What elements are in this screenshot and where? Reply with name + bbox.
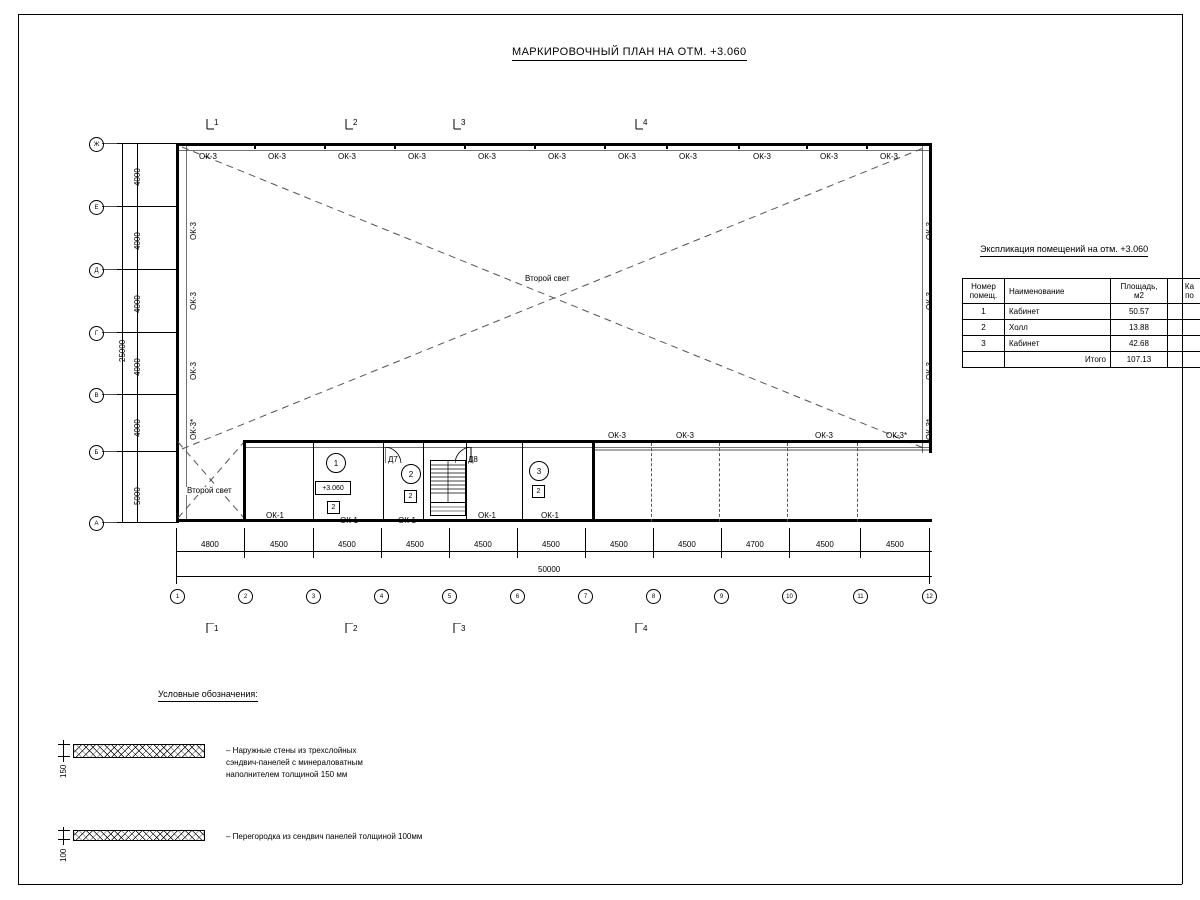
axis-bubble-7: 7 — [578, 589, 593, 604]
partition-1 — [313, 443, 314, 519]
dim-chain-horizontal — [176, 551, 932, 552]
partition-5 — [522, 443, 523, 519]
legend-swatch-wall-150 — [73, 744, 205, 758]
cell-empty — [963, 352, 1005, 368]
legend-swatch-partition-100 — [73, 830, 205, 841]
wall-strip-top-inner — [246, 447, 592, 448]
cut-label-bottom-4: 4 — [643, 624, 648, 633]
sheet-border-right — [1182, 14, 1183, 884]
window-tick-top-7 — [666, 143, 668, 149]
wall-strip-right — [592, 440, 595, 522]
cut-label-bottom-2: 2 — [353, 624, 358, 633]
legend-text-150-line1: – Наружные стены из трехслойных — [226, 746, 357, 755]
dim-horizontal-8: 4500 — [678, 540, 696, 549]
axis-bubble-a: А — [89, 516, 104, 531]
legend-text-150-line2: сэндвич-панелей с минераловатным — [226, 758, 363, 767]
dim-horizontal-11: 4500 — [886, 540, 904, 549]
cell-category — [1167, 320, 1200, 336]
axis-line-b — [102, 451, 177, 452]
window-label-top-2: ОК-3 — [338, 152, 356, 161]
grid-dash-9 — [719, 443, 720, 522]
room-number-2: 2 — [401, 464, 421, 484]
axis-bubble-e: Е — [89, 200, 104, 215]
window-label-top-5: ОК-3 — [548, 152, 566, 161]
window-label-mid-4: ОК-3* — [886, 431, 908, 440]
page-title: МАРКИРОВОЧНЫЙ ПЛАН НА ОТМ. +3.060 — [512, 47, 747, 61]
room-badge-1: 2 — [327, 501, 340, 514]
door-label-d8: Д8 — [468, 455, 478, 464]
window-label-bottom-1: ОК-1 — [266, 511, 284, 520]
header-category-line2: по — [1185, 291, 1194, 300]
dim-horizontal-3: 4500 — [338, 540, 356, 549]
room-number-3: 3 — [529, 461, 549, 481]
window-label-top-10: ОК-3 — [880, 152, 898, 161]
window-tick-top-2 — [324, 143, 326, 149]
dim-horizontal-9: 4700 — [746, 540, 764, 549]
axis-bubble-v: В — [89, 388, 104, 403]
cell-name: Кабинет — [1004, 304, 1110, 320]
cell-name: Холл — [1004, 320, 1110, 336]
header-area-line2: м2 — [1133, 291, 1144, 300]
axis-line-a — [102, 522, 177, 523]
level-mark-box — [315, 481, 351, 495]
stair-lower-landing — [430, 502, 466, 516]
dim-htick-4 — [381, 528, 382, 558]
wall-mid-right — [595, 440, 932, 443]
dim-htick-8 — [653, 528, 654, 558]
wall-mid-right-inner — [595, 447, 929, 448]
axis-line-g — [102, 332, 177, 333]
window-tick-top-5 — [534, 143, 536, 149]
dim-htick-7 — [585, 528, 586, 558]
dim-vertical-5: 4000 — [133, 419, 142, 437]
legend-text-100-line1: – Перегородка из сендвич панелей толщиной 100мм — [226, 832, 423, 841]
window-label-mid-2: ОК-3 — [676, 431, 694, 440]
window-label-mid-1: ОК-3 — [608, 431, 626, 440]
cut-label-top-4: 4 — [643, 118, 648, 127]
room-number-1: 1 — [326, 453, 346, 473]
dim-chain-horizontal-total — [176, 576, 932, 577]
dim-htick-1 — [176, 528, 177, 584]
window-tick-top-1 — [254, 143, 256, 149]
dim-htick-6 — [517, 528, 518, 558]
window-label-mid-3: ОК-3 — [815, 431, 833, 440]
window-label-right-3: ОК-3 — [925, 362, 934, 380]
dim-horizontal-2: 4500 — [270, 540, 288, 549]
second-light-label-small: Второй свет — [187, 486, 232, 495]
second-light-label-main: Второй свет — [522, 274, 573, 284]
axis-bubble-10: 10 — [782, 589, 797, 604]
dim-horizontal-7: 4500 — [610, 540, 628, 549]
axis-bubble-11: 11 — [853, 589, 868, 604]
axis-bubble-1: 1 — [170, 589, 185, 604]
table-total-row — [963, 352, 1200, 368]
legend-dim-tick-150-bottom — [58, 756, 70, 757]
cut-label-top-3: 3 — [461, 118, 466, 127]
header-name: Наименование — [1004, 279, 1110, 304]
axis-bubble-6: 6 — [510, 589, 525, 604]
legend-dim-tick-150-top — [58, 744, 70, 745]
window-label-top-0: ОК-3 — [199, 152, 217, 161]
cut-label-top-1: 1 — [214, 118, 219, 127]
cell-area: 42.68 — [1111, 336, 1168, 352]
level-mark-text: +3.060 — [322, 484, 344, 492]
axis-bubble-9: 9 — [714, 589, 729, 604]
axis-line-e — [102, 206, 177, 207]
axis-bubble-zh: Ж — [89, 137, 104, 152]
cut-label-top-2: 2 — [353, 118, 358, 127]
header-area-line1: Площадь, — [1120, 282, 1158, 291]
dim-horizontal-total: 50000 — [538, 565, 561, 574]
wall-strip-top — [243, 440, 595, 443]
cell-category — [1167, 336, 1200, 352]
axis-bubble-3: 3 — [306, 589, 321, 604]
table-row — [963, 304, 1200, 320]
grid-dash-8 — [651, 443, 652, 522]
axis-bubble-g: Г — [89, 326, 104, 341]
axis-bubble-8: 8 — [646, 589, 661, 604]
room-badge-3: 2 — [532, 485, 545, 498]
window-label-right-1: ОК-3 — [925, 222, 934, 240]
window-label-top-4: ОК-3 — [478, 152, 496, 161]
axis-bubble-2: 2 — [238, 589, 253, 604]
table-row — [963, 336, 1200, 352]
window-label-bottom-4: ОК-1 — [478, 511, 496, 520]
axis-bubble-5: 5 — [442, 589, 457, 604]
header-number-line1: Номер — [971, 282, 996, 291]
dim-htick-11 — [860, 528, 861, 558]
header-category — [1167, 279, 1200, 304]
dim-vertical-3: 4000 — [133, 295, 142, 313]
header-category-line1: Ка — [1184, 282, 1195, 291]
sheet-border-top — [18, 14, 1182, 15]
window-tick-top-3 — [394, 143, 396, 149]
cell-total-category — [1167, 352, 1200, 368]
wall-mid-right-shadow — [595, 449, 932, 451]
dim-vertical-6: 5000 — [133, 487, 142, 505]
axis-bubble-b: Б — [89, 445, 104, 460]
second-light-small-diagonals — [176, 440, 246, 520]
dim-vertical-total: 25000 — [118, 339, 127, 362]
exposition-title: Экспликация помещений на отм. +3.060 — [980, 245, 1148, 257]
cell-area: 13.88 — [1111, 320, 1168, 336]
window-label-left-4: ОК-3* — [189, 418, 198, 440]
wall-strip-left — [243, 440, 246, 522]
dim-htick-9 — [721, 528, 722, 558]
cut-label-bottom-1: 1 — [214, 624, 219, 633]
window-tick-top-10 — [866, 143, 868, 149]
staircase — [430, 460, 466, 504]
second-light-diagonals — [176, 143, 932, 453]
dim-htick-5 — [449, 528, 450, 558]
window-tick-top-8 — [738, 143, 740, 149]
window-label-top-6: ОК-3 — [618, 152, 636, 161]
window-label-left-1: ОК-3 — [189, 222, 198, 240]
sheet-border-left — [18, 14, 19, 884]
exposition-table-head — [963, 279, 1200, 304]
partition-2 — [383, 443, 384, 519]
axis-bubble-4: 4 — [374, 589, 389, 604]
partition-3 — [423, 443, 424, 519]
legend-text-150-line3: наполнителем толщиной 150 мм — [226, 770, 348, 779]
grid-dash-11 — [857, 443, 858, 522]
axis-line-d — [102, 269, 177, 270]
legend-thickness-100: 100 — [59, 848, 68, 862]
legend-dim-tick-100-bottom — [58, 839, 70, 840]
window-label-bottom-5: ОК-1 — [541, 511, 559, 520]
header-number-line2: помещ. — [969, 291, 998, 300]
dim-htick-3 — [313, 528, 314, 558]
window-label-right-2: ОК-3 — [925, 292, 934, 310]
window-label-top-8: ОК-3 — [753, 152, 771, 161]
window-label-top-9: ОК-3 — [820, 152, 838, 161]
legend-title: Условные обозначения: — [158, 690, 258, 702]
cell-number: 3 — [963, 336, 1005, 352]
dim-horizontal-5: 4500 — [474, 540, 492, 549]
table-row — [963, 320, 1200, 336]
cell-name: Кабинет — [1004, 336, 1110, 352]
cell-number: 2 — [963, 320, 1005, 336]
header-area — [1111, 279, 1168, 304]
dim-htick-2 — [244, 528, 245, 558]
dim-htick-12 — [929, 528, 930, 584]
window-label-bottom-3: ОК-1 — [398, 516, 416, 525]
table-header-row — [963, 279, 1200, 304]
dim-vertical-2: 4000 — [133, 232, 142, 250]
dim-horizontal-10: 4500 — [816, 540, 834, 549]
window-label-top-1: ОК-3 — [268, 152, 286, 161]
cell-area: 50.57 — [1111, 304, 1168, 320]
exposition-table-body — [963, 304, 1200, 368]
cell-total-area: 107.13 — [1111, 352, 1168, 368]
sheet-border-bottom — [18, 884, 1182, 885]
dim-horizontal-4: 4500 — [406, 540, 424, 549]
window-tick-top-6 — [604, 143, 606, 149]
dim-horizontal-1: 4800 — [201, 540, 219, 549]
window-label-left-3: ОК-3 — [189, 362, 198, 380]
dim-horizontal-6: 4500 — [542, 540, 560, 549]
window-label-top-3: ОК-3 — [408, 152, 426, 161]
dim-vertical-1: 4000 — [133, 168, 142, 186]
cell-number: 1 — [963, 304, 1005, 320]
legend-dim-tick-100-top — [58, 830, 70, 831]
legend-thickness-150: 150 — [59, 764, 68, 778]
cut-label-bottom-3: 3 — [461, 624, 466, 633]
dim-htick-10 — [789, 528, 790, 558]
axis-line-v — [102, 394, 177, 395]
window-label-top-7: ОК-3 — [679, 152, 697, 161]
room-badge-2: 2 — [404, 490, 417, 503]
axis-bubble-12: 12 — [922, 589, 937, 604]
window-label-left-2: ОК-3 — [189, 292, 198, 310]
dim-vertical-4: 4000 — [133, 358, 142, 376]
axis-line-zh — [102, 143, 177, 144]
axis-bubble-d: Д — [89, 263, 104, 278]
window-tick-top-9 — [806, 143, 808, 149]
window-label-bottom-2: ОК-1 — [340, 516, 358, 525]
grid-dash-10 — [787, 443, 788, 522]
cell-category — [1167, 304, 1200, 320]
window-tick-top-4 — [464, 143, 466, 149]
header-number — [963, 279, 1005, 304]
window-label-right-4: ОК-3* — [925, 418, 934, 440]
exposition-table — [962, 278, 1200, 368]
cell-total-label: Итого — [1004, 352, 1110, 368]
door-label-d7: Д7 — [388, 455, 398, 464]
